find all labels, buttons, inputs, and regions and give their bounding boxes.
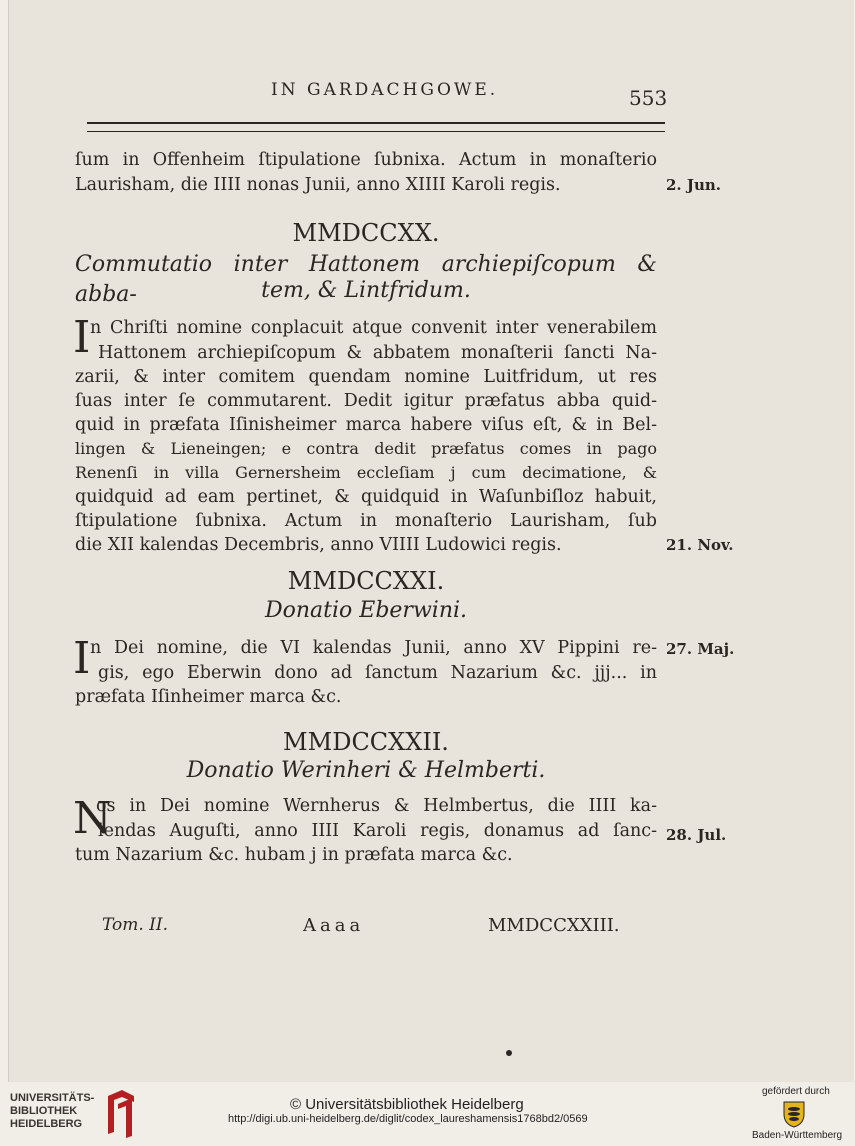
text-line: præfata Iſinheimer marca &c. (75, 687, 342, 707)
header-rule-thin (87, 131, 665, 132)
text-line: quidquid ad eam pertinet, & quidquid in Waſunbiſloz habuit, (75, 487, 657, 507)
text-line: quid in præfata Iſinisheimer marca habere viſus eſt, & in Bel- (75, 415, 657, 435)
catchword: MMDCCXXIII. (488, 915, 620, 936)
text-line: ſuas inter ſe commutarent. Dedit igitur præfatus abba quid- (75, 391, 657, 411)
drop-cap: I (73, 312, 91, 363)
drop-cap: N (73, 793, 112, 844)
charter-title: Donatio Werinheri & Helmberti. (186, 758, 546, 783)
library-name-line: UNIVERSITÄTS- (10, 1092, 95, 1104)
library-name-line: HEIDELBERG (10, 1118, 83, 1130)
text-line: Laurisham, die IIII nonas Junii, anno XIIII Karoli regis. (75, 175, 561, 195)
margin-date: 27. Maj. (666, 640, 735, 658)
text-line: lingen & Lieneingen; e contra dedit præfatus comes in pago (75, 439, 657, 458)
library-name (10, 1092, 106, 1140)
header-rule (87, 122, 665, 124)
text-line: n Dei nomine, die VI kalendas Junii, anno XV Pippini re- (90, 638, 657, 658)
page-number: 553 (629, 86, 668, 110)
margin-date: 21. Nov. (666, 536, 734, 554)
text-line: ſtipulatione ſubnixa. Actum in monaſterio Laurisham, ſub (75, 511, 657, 531)
library-logo-icon (104, 1088, 138, 1138)
state-coat-of-arms-icon (779, 1100, 809, 1128)
text-line: zarii, & inter comitem quendam nomine Luitfridum, ut res (75, 367, 657, 387)
copyright-text: © Universitätsbibliothek Heidelberg (290, 1096, 524, 1113)
text-line: lendas Auguſti, anno IIII Karoli regis, donamus ad ſanc- (98, 821, 657, 841)
running-head: IN GARDACHGOWE. (271, 80, 499, 100)
digitization-footer (0, 1082, 855, 1146)
tome-label: Tom. II. (102, 915, 169, 935)
text-line: n Chriſti nomine conplacuit atque convenit inter venerabilem (90, 318, 657, 338)
drop-cap: I (73, 633, 91, 684)
text-line: Renenſi in villa Gernersheim eccleſiam j cum decimatione, & (75, 463, 657, 482)
margin-date: 28. Jul. (666, 826, 727, 844)
text-line: tum Nazarium &c. hubam j in præfata marca &c. (75, 845, 513, 865)
text-line: os in Dei nomine Wernherus & Helmbertus, die IIII ka- (96, 796, 657, 816)
charter-title: tem, & Lintfridum. (261, 278, 471, 303)
charter-number: MMDCCXX. (292, 219, 440, 247)
ink-spot (506, 1050, 512, 1056)
charter-number: MMDCCXXII. (283, 728, 449, 756)
charter-title: Donatio Eberwini. (264, 598, 468, 623)
charter-title: Commutatio inter Hattonem archiepiſcopum & abba- (75, 252, 657, 307)
margin-date: 2. Jun. (666, 176, 722, 194)
charter-number: MMDCCXXI. (287, 567, 445, 595)
text-line: gis, ego Eberwin dono ad ſanctum Nazarium &c. jjj... in (98, 663, 657, 683)
permalink[interactable]: http://digi.ub.uni-heidelberg.de/diglit/codex_laureshamensis1768bd2/0569 (228, 1113, 588, 1125)
library-name-line: BIBLIOTHEK (10, 1105, 78, 1117)
text-line: ſum in Offenheim ſtipulatione ſubnixa. Actum in monaſterio (75, 150, 657, 170)
text-line: die XII kalendas Decembris, anno VIIII Ludowici regis. (75, 535, 562, 555)
funded-by-label: gefördert durch (762, 1086, 830, 1097)
signature-mark: Aaaa (303, 915, 365, 936)
text-line: Hattonem archiepiſcopum & abbatem monaſterii ſancti Na- (98, 343, 657, 363)
funder-name: Baden-Württemberg (752, 1130, 843, 1141)
